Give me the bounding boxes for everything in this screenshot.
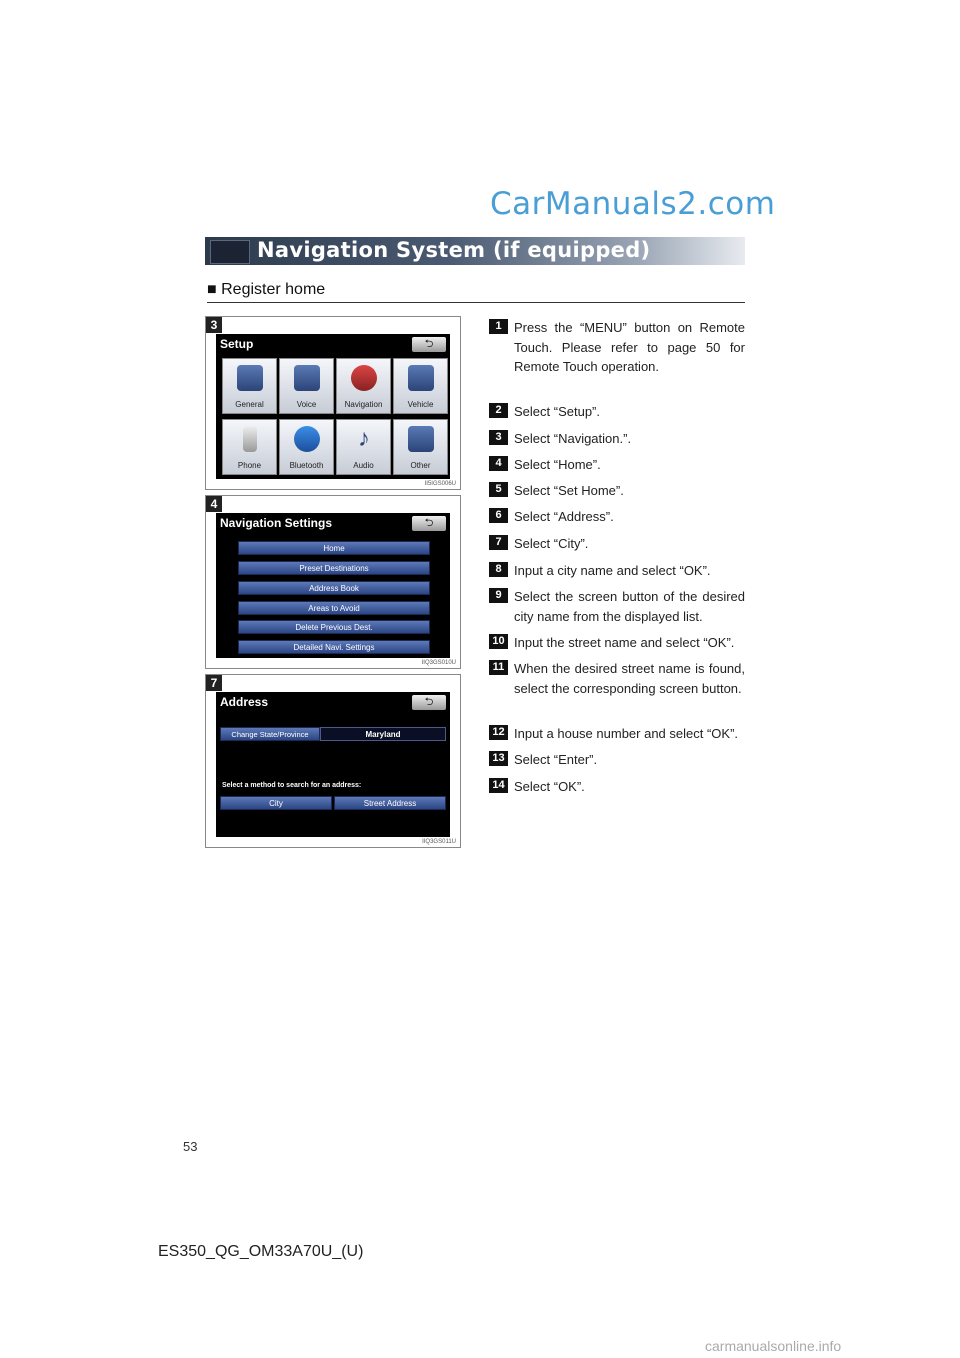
step-text: Press the “MENU” button on Remote Touch. Please refer to page 50 for Remote Touch operation. <box>514 320 745 374</box>
step-number: 7 <box>489 535 508 550</box>
step-text: Select “Home”. <box>514 457 601 472</box>
menu-item-areas-to-avoid[interactable]: Areas to Avoid <box>238 601 430 615</box>
tile-audio[interactable] <box>336 419 391 475</box>
tile-label: Audio <box>353 461 374 470</box>
step-text: Select “Set Home”. <box>514 483 624 498</box>
step-number: 8 <box>489 562 508 577</box>
screen-title: Setup <box>220 337 254 351</box>
page-title: Navigation System (if equipped) <box>257 238 651 262</box>
image-code: IIQ3GS010U <box>421 660 456 666</box>
step-number: 5 <box>489 482 508 497</box>
tile-label: Bluetooth <box>289 461 324 470</box>
gear-icon <box>237 365 263 391</box>
step-text: Select the screen button of the desired city name from the displayed list. <box>514 589 745 624</box>
setup-screen <box>216 334 450 479</box>
step-text: Select “Address”. <box>514 509 614 524</box>
step-number: 6 <box>489 508 508 523</box>
address-screen <box>216 692 450 837</box>
setup-figure <box>205 316 461 490</box>
search-method-hint: Select a method to search for an address: <box>222 782 362 789</box>
speaker-icon <box>294 365 320 391</box>
back-button[interactable]: ⮌ <box>412 695 446 710</box>
phone-icon <box>243 426 257 452</box>
page-number: 53 <box>183 1139 198 1154</box>
step-number: 1 <box>489 319 508 334</box>
figure-tag: 3 <box>206 317 222 333</box>
step-text: Input a city name and select “OK”. <box>514 563 711 578</box>
tile-voice[interactable] <box>279 358 334 414</box>
tile-label: Vehicle <box>407 400 434 409</box>
street-address-button[interactable]: Street Address <box>334 796 446 810</box>
step-number: 2 <box>489 403 508 418</box>
address-figure <box>205 674 461 848</box>
section-heading <box>207 281 325 299</box>
tile-other[interactable] <box>393 419 448 475</box>
menu-item-delete-previous-dest[interactable]: Delete Previous Dest. <box>238 620 430 634</box>
menu-item-address-book[interactable]: Address Book <box>238 581 430 595</box>
state-value: Maryland <box>320 727 446 741</box>
step-text: Select “Enter”. <box>514 752 598 767</box>
step-number: 3 <box>489 430 508 445</box>
step-text: Input a house number and select “OK”. <box>514 726 739 741</box>
menu-item-home[interactable]: Home <box>238 541 430 555</box>
tile-label: Voice <box>296 400 317 409</box>
nav-settings-figure <box>205 495 461 669</box>
image-code: II5IGS006U <box>424 481 456 487</box>
screen-title: Address <box>220 695 269 709</box>
tile-general[interactable] <box>222 358 277 414</box>
list-gear-icon <box>408 426 434 452</box>
section-divider <box>207 302 745 303</box>
step-text: When the desired street name is found, select the corresponding screen button. <box>514 661 745 696</box>
watermark-logo-top: CarManuals2.com <box>490 186 776 222</box>
step-number: 10 <box>489 634 508 649</box>
change-state-button[interactable]: Change State/Province <box>220 727 320 741</box>
tile-label: Other <box>410 461 431 470</box>
section-title: Register home <box>221 281 326 298</box>
car-icon <box>408 365 434 391</box>
tile-bluetooth[interactable] <box>279 419 334 475</box>
nav-settings-screen <box>216 513 450 658</box>
step-number: 4 <box>489 456 508 471</box>
step-text: Select “City”. <box>514 536 589 551</box>
menu-item-preset-destinations[interactable]: Preset Destinations <box>238 561 430 575</box>
music-note-icon: ♪ <box>358 425 370 452</box>
section-bullet: ■ <box>207 281 217 298</box>
image-code: IIQ3GS011U <box>422 839 456 845</box>
step-text: Select “OK”. <box>514 779 585 794</box>
menu-item-detailed-navi-settings[interactable]: Detailed Navi. Settings <box>238 640 430 654</box>
watermark-logo-bottom: carmanualsonline.info <box>705 1338 842 1354</box>
step-text: Select “Setup”. <box>514 404 600 419</box>
step-number: 14 <box>489 778 508 793</box>
tile-label: Navigation <box>344 400 383 409</box>
step-number: 12 <box>489 725 508 740</box>
compass-icon <box>351 365 377 391</box>
step-text: Select “Navigation.”. <box>514 431 632 446</box>
figure-tag: 7 <box>206 675 222 691</box>
tile-phone[interactable] <box>222 419 277 475</box>
city-button[interactable]: City <box>220 796 332 810</box>
tile-navigation[interactable] <box>336 358 391 414</box>
step-number: 11 <box>489 660 508 675</box>
back-button[interactable]: ⮌ <box>412 337 446 352</box>
bluetooth-icon <box>294 426 320 452</box>
document-code: ES350_QG_OM33A70U_(U) <box>158 1243 364 1260</box>
tile-label: General <box>235 400 264 409</box>
step-text: Input the street name and select “OK”. <box>514 635 735 650</box>
figure-tag: 4 <box>206 496 222 512</box>
tile-vehicle[interactable] <box>393 358 448 414</box>
step-number: 9 <box>489 588 508 603</box>
back-button[interactable]: ⮌ <box>412 516 446 531</box>
tile-label: Phone <box>237 461 262 470</box>
step-number: 13 <box>489 751 508 766</box>
screen-title: Navigation Settings <box>220 516 333 530</box>
header-box <box>210 240 250 264</box>
